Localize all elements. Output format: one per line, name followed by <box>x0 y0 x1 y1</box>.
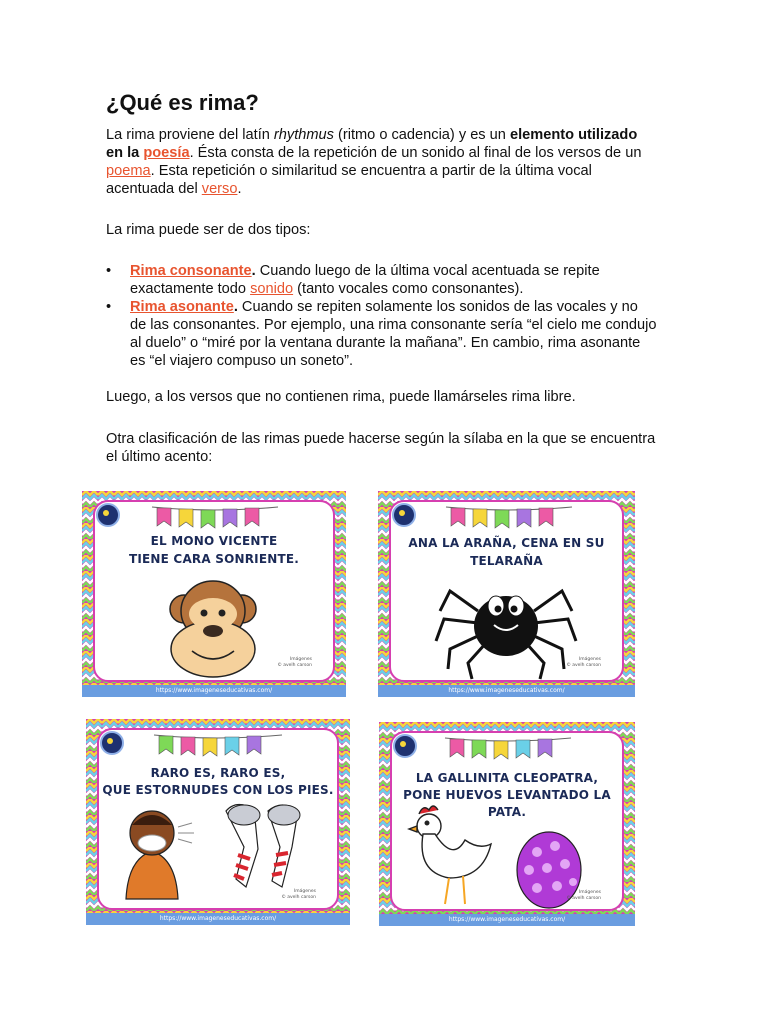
rhyme-types-list <box>106 262 658 370</box>
bunting-flags-icon <box>445 738 571 759</box>
link-sonido[interactable]: sonido <box>250 281 294 297</box>
verse-line-1: EL MONO VICENTE <box>150 534 278 548</box>
intro-text: . Ésta consta de la repetición de un sonido al final de los versos de un <box>189 145 642 161</box>
source-url[interactable]: https://www.imageneseducativas.com/ <box>448 687 565 694</box>
intro-text: . Esta repetición o similaritud se encuentra a partir de la última vocal acentuada del <box>106 163 592 197</box>
verse-line-1: LA GALLINITA CLEOPATRA, <box>415 771 599 785</box>
monkey-icon <box>170 581 256 677</box>
intro-italic: rhythmus <box>273 127 334 143</box>
verse-line-2: TIENE CARA SONRIENTE. <box>128 552 300 566</box>
source-url[interactable]: https://www.imageneseducativas.com/ <box>155 687 273 694</box>
bunting-flags-icon <box>152 507 278 528</box>
credit-line-1: Imágenes <box>293 889 316 894</box>
list-item-consonante <box>106 262 658 298</box>
source-url[interactable]: https://www.imageneseducativas.com/ <box>159 915 277 922</box>
bullet-icon: • <box>106 263 112 279</box>
link-poema[interactable]: poema <box>106 163 151 179</box>
verse-line-2: PONE HUEVOS LEVANTADO LA <box>403 788 611 802</box>
rhyme-card-hen <box>379 722 635 926</box>
verse-line-1: RARO ES, RARO ES, <box>150 766 286 780</box>
link-rima-consonante[interactable]: Rima consonante <box>130 263 252 279</box>
list-item-asonante <box>106 298 658 370</box>
intro-paragraph <box>106 126 658 198</box>
intro-bold: elemento utilizado en la <box>106 127 638 161</box>
credit-line-1: Imágenes <box>578 657 601 662</box>
credit-line-2: © avelh carson <box>566 663 601 668</box>
credit-line-2: © avelh carson <box>281 895 316 900</box>
bullet-text: Cuando luego de la última vocal acentuada se repite exactamente todo <box>130 263 600 297</box>
credit-line-1: Imágenes <box>289 657 312 662</box>
intro-text: (ritmo o cadencia) y es un <box>333 127 510 143</box>
link-verso[interactable]: verso <box>201 181 238 197</box>
source-url[interactable]: https://www.imageneseducativas.com/ <box>448 916 566 923</box>
bunting-flags-icon <box>446 507 572 528</box>
credit-line-2: © avelh carson <box>277 663 312 668</box>
bullet-text: Cuando se repiten solamente los sonidos de las vocales y no de las consonantes. Por ejemplo, una rima consonante sería “el cielo me condujo al duelo” o “miré por la ventana durante la mañana”. En cambio, rima asonante es “el viajero compuso un soneto”. <box>130 299 657 369</box>
credit-line-1: Imágenes <box>578 890 601 895</box>
term-suffix: . <box>233 299 238 315</box>
verse-line-1: ANA LA ARAÑA, CENA EN SU <box>408 536 605 550</box>
credit-line-2: © avelh carson <box>566 896 601 901</box>
classification-paragraph: Otra clasificación de las rimas puede hacerse según la sílaba en la que se encuentra el último acento: <box>106 431 656 465</box>
rhyme-card-monkey <box>82 491 346 697</box>
verse-line-2: QUE ESTORNUDES CON LOS PIES. <box>102 783 334 797</box>
bullet-icon: • <box>106 299 112 315</box>
bullet-text: (tanto vocales como consonantes). <box>293 281 524 297</box>
page-title: ¿Qué es rima? <box>106 90 259 115</box>
intro-text: La rima proviene del latín <box>106 127 274 143</box>
link-rima-asonante[interactable]: Rima asonante <box>130 299 234 315</box>
rhyme-card-spider <box>378 491 635 697</box>
verse-line-2: TELARAÑA <box>470 554 543 568</box>
rhyme-card-sneeze <box>86 719 350 925</box>
verse-line-3: PATA. <box>487 805 527 819</box>
free-rhyme-paragraph: Luego, a los versos que no contienen rima, puede llamárseles rima libre. <box>106 389 576 405</box>
link-poesia[interactable]: poesía <box>143 145 190 161</box>
term-suffix: . <box>251 263 256 279</box>
types-intro: La rima puede ser de dos tipos: <box>106 222 311 238</box>
intro-text: . <box>237 181 242 197</box>
